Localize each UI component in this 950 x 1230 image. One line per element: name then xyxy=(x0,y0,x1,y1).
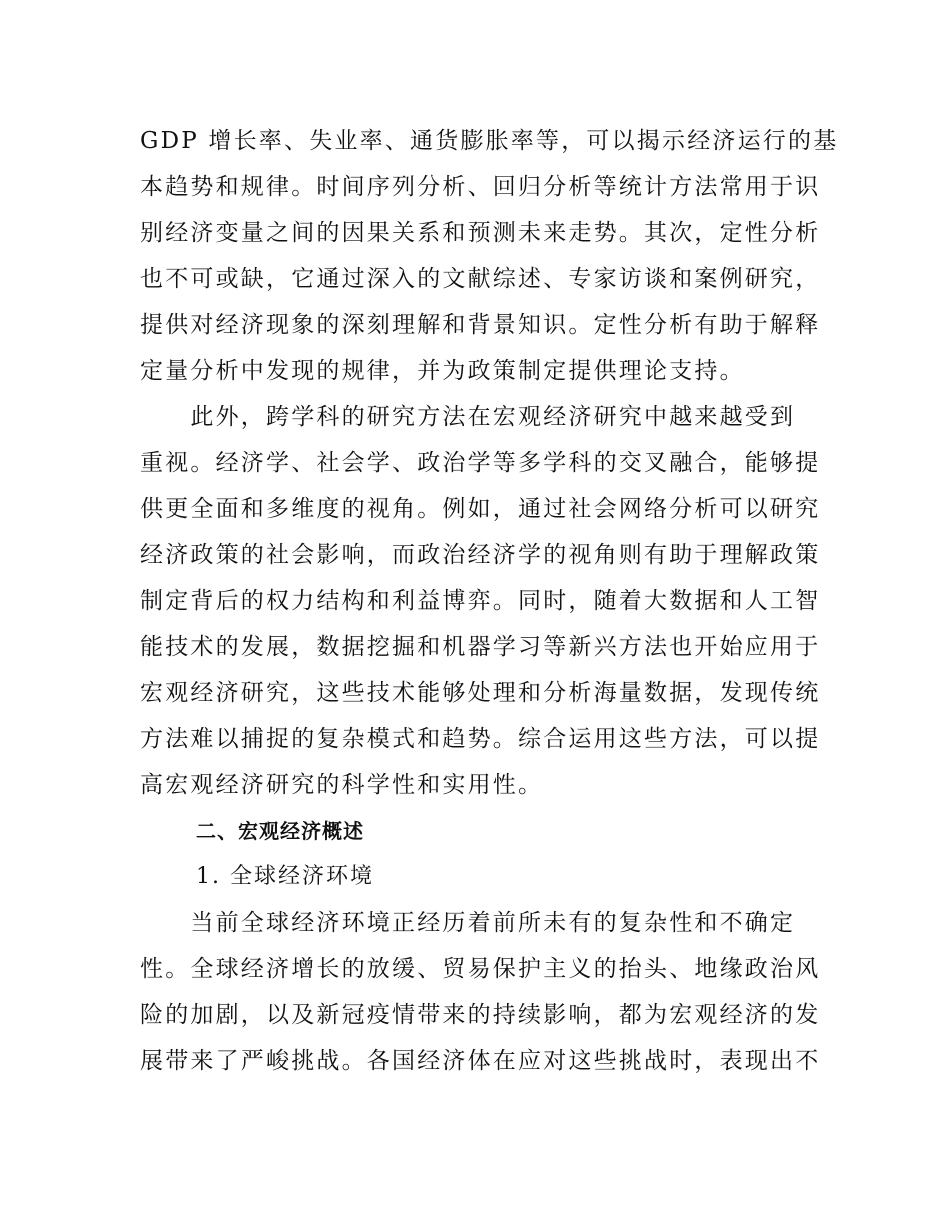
text-line: 展带来了严峻挑战。各国经济体在应对这些挑战时，表现出不 xyxy=(140,1048,821,1074)
paragraph-methods-quantitative xyxy=(140,118,839,394)
text-line: 也不可或缺，它通过深入的文献综述、专家访谈和案例研究， xyxy=(140,266,821,292)
text-line: 供更全面和多维度的视角。例如，通过社会网络分析可以研究 xyxy=(140,496,821,522)
text-line: 别经济变量之间的因果关系和预测未来走势。其次，定性分析 xyxy=(140,220,821,246)
text-line: 定量分析中发现的规律，并为政策制定提供理论支持。 xyxy=(140,358,745,384)
document-page xyxy=(140,118,839,1084)
paragraph-interdisciplinary xyxy=(140,394,821,808)
text-line: 性。全球经济增长的放缓、贸易保护主义的抬头、地缘政治风 xyxy=(140,956,821,982)
text-line: 本趋势和规律。时间序列分析、回归分析等统计方法常用于识 xyxy=(140,174,821,200)
text-line: 宏观经济研究，这些技术能够处理和分析海量数据，发现传统 xyxy=(140,680,821,706)
text-line: 经济政策的社会影响，而政治经济学的视角则有助于理解政策 xyxy=(140,542,821,568)
text-line: 方法难以捕捉的复杂模式和趋势。综合运用这些方法，可以提 xyxy=(140,726,821,752)
subsection-heading: 1. 全球经济环境 xyxy=(196,864,374,889)
text-line: 高宏观经济研究的科学性和实用性。 xyxy=(140,772,544,798)
text-line: 能技术的发展，数据挖掘和机器学习等新兴方法也开始应用于 xyxy=(140,634,821,660)
text-line: 当前全球经济环境正经历着前所未有的复杂性和不确定 xyxy=(140,910,796,936)
text-line: 险的加剧，以及新冠疫情带来的持续影响，都为宏观经济的发 xyxy=(140,1002,821,1028)
text-line: 重视。经济学、社会学、政治学等多学科的交叉融合，能够提 xyxy=(140,450,821,476)
paragraph-global-environment xyxy=(140,900,821,1084)
text-line: 制定背后的权力结构和利益博弈。同时，随着大数据和人工智 xyxy=(140,588,821,614)
text-line: 提供对经济现象的深刻理解和背景知识。定性分析有助于解释 xyxy=(140,312,821,338)
text-line: 此外，跨学科的研究方法在宏观经济研究中越来越受到 xyxy=(140,404,796,430)
text-line: GDP 增长率、失业率、通货膨胀率等，可以揭示经济运行的基 xyxy=(140,128,839,154)
section-heading: 二、宏观经济概述 xyxy=(196,819,364,843)
